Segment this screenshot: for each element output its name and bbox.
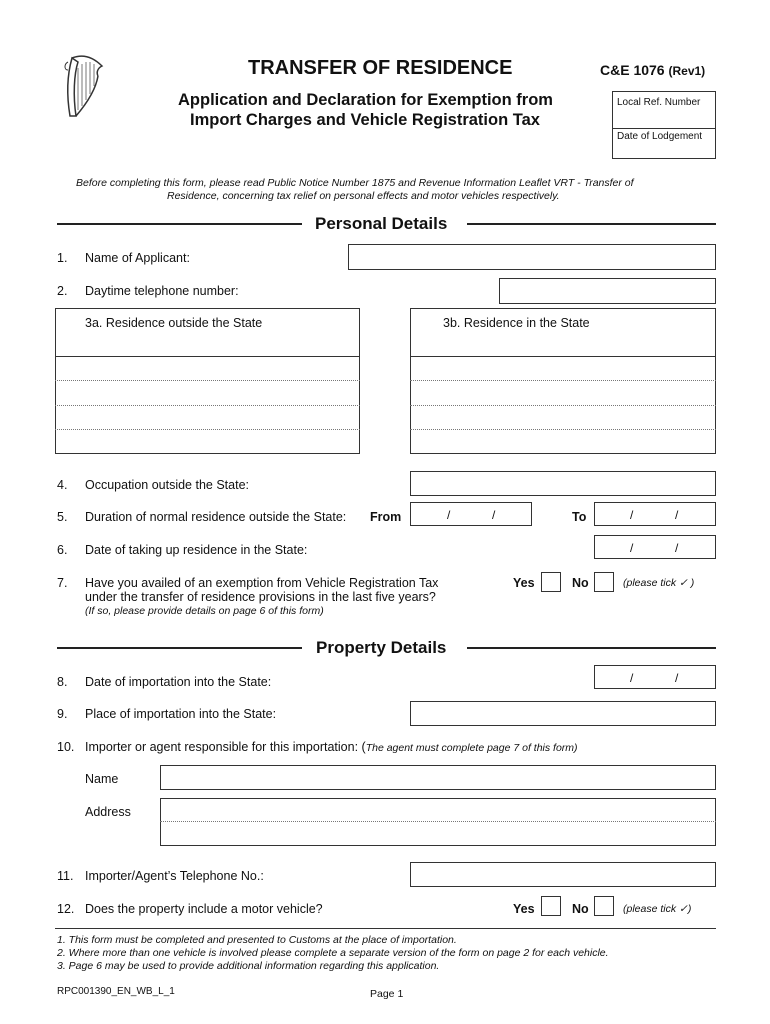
to-date-field[interactable] — [594, 502, 716, 526]
form-subtitle-1: Application and Declaration for Exemption from — [178, 91, 553, 109]
residence-inside-line-2 — [410, 380, 716, 381]
name-label: Name — [85, 772, 119, 786]
q7-tick-note: (please tick ✓ ) — [623, 577, 695, 589]
import-date-field[interactable] — [594, 665, 716, 689]
harp-logo — [58, 52, 108, 122]
agent-telephone-field[interactable] — [410, 862, 716, 887]
agent-name-field[interactable] — [160, 765, 716, 790]
from-date-sep-2: / — [492, 508, 496, 522]
q10-note: The agent must complete page 7 of this form) — [365, 742, 578, 754]
q1-label: Name of Applicant: — [85, 251, 190, 265]
section-divider-left — [57, 223, 302, 225]
q3b-label: 3b. Residence in the State — [443, 316, 590, 330]
q4-number: 4. — [57, 478, 68, 492]
from-date-field[interactable] — [410, 502, 532, 526]
q9-number: 9. — [57, 707, 68, 721]
form-code-number: C&E 1076 — [600, 62, 665, 78]
residence-date-sep-1: / — [630, 541, 634, 555]
form-subtitle-2: Import Charges and Vehicle Registration Tax — [190, 111, 540, 129]
residence-inside-line-4 — [410, 429, 716, 430]
intro-line-2: Residence, concerning tax relief on personal effects and motor vehicles respectively. — [167, 190, 560, 202]
local-ref-divider — [612, 128, 716, 129]
residence-outside-line-1 — [55, 356, 360, 357]
q12-label: Does the property include a motor vehicle? — [85, 902, 323, 916]
q7-no-label: No — [572, 576, 589, 590]
q8-label: Date of importation into the State: — [85, 675, 272, 689]
section-divider-right — [467, 223, 716, 225]
property-details-title: Property Details — [316, 638, 447, 657]
q4-label: Occupation outside the State: — [85, 478, 249, 492]
to-label: To — [572, 510, 587, 524]
form-title: TRANSFER OF RESIDENCE — [248, 57, 513, 79]
footnote-3: 3. Page 6 may be used to provide additional information regarding this application. — [57, 960, 440, 972]
q7-number: 7. — [57, 576, 68, 590]
form-code — [600, 62, 705, 78]
residence-outside-line-3 — [55, 405, 360, 406]
import-date-sep-2: / — [675, 671, 679, 685]
applicant-name-field[interactable] — [348, 244, 716, 270]
property-divider-right — [467, 647, 716, 649]
agent-address-field[interactable] — [160, 798, 716, 846]
q3a-label: 3a. Residence outside the State — [85, 316, 263, 330]
q10-number: 10. — [57, 740, 75, 754]
from-label: From — [370, 510, 402, 524]
q6-label: Date of taking up residence in the State: — [85, 543, 308, 557]
q7-line-2: under the transfer of residence provisions in the last five years? — [85, 590, 436, 604]
occupation-field[interactable] — [410, 471, 716, 496]
q12-no-label: No — [572, 902, 589, 916]
from-date-sep-1: / — [447, 508, 451, 522]
import-place-field[interactable] — [410, 701, 716, 726]
lodgement-label: Date of Lodgement — [617, 131, 703, 142]
residence-inside-line-3 — [410, 405, 716, 406]
q7-note: (If so, please provide details on page 6 of this form) — [85, 605, 324, 617]
property-divider-left — [57, 647, 302, 649]
residence-inside-line-1 — [410, 356, 716, 357]
q2-number: 2. — [57, 284, 68, 298]
residence-date-field[interactable] — [594, 535, 716, 559]
footnote-1: 1. This form must be completed and presented to Customs at the place of importation. — [57, 934, 457, 946]
q11-label: Importer/Agent’s Telephone No.: — [85, 869, 264, 883]
q7-no-checkbox[interactable] — [594, 572, 614, 592]
address-label: Address — [85, 805, 131, 819]
telephone-field[interactable] — [499, 278, 716, 304]
q7-line-1: Have you availed of an exemption from Vehicle Registration Tax — [85, 576, 439, 590]
personal-details-title: Personal Details — [315, 214, 448, 233]
q12-yes-checkbox[interactable] — [541, 896, 561, 916]
footnote-divider — [55, 928, 716, 929]
q5-label: Duration of normal residence outside the State: — [85, 510, 347, 524]
import-date-sep-1: / — [630, 671, 634, 685]
q12-yes-label: Yes — [513, 902, 535, 916]
q2-label: Daytime telephone number: — [85, 284, 239, 298]
q11-number: 11. — [57, 869, 74, 883]
to-date-sep-2: / — [675, 508, 679, 522]
q9-label: Place of importation into the State: — [85, 707, 277, 721]
page-number: Page 1 — [370, 988, 404, 1000]
intro-line-1: Before completing this form, please read Public Notice Number 1875 and Revenue Information Leaflet VRT - Transfer of — [76, 177, 634, 189]
document-code: RPC001390_EN_WB_L_1 — [57, 986, 175, 997]
q6-number: 6. — [57, 543, 68, 557]
q8-number: 8. — [57, 675, 68, 689]
q10-label — [85, 740, 578, 754]
residence-outside-line-4 — [55, 429, 360, 430]
q5-number: 5. — [57, 510, 68, 524]
agent-address-divider — [160, 821, 716, 822]
q12-tick-note: (please tick ✓) — [623, 903, 692, 915]
residence-outside-line-2 — [55, 380, 360, 381]
q12-number: 12. — [57, 902, 75, 916]
form-code-rev: (Rev1) — [668, 64, 706, 78]
q7-yes-checkbox[interactable] — [541, 572, 561, 592]
q12-no-checkbox[interactable] — [594, 896, 614, 916]
residence-date-sep-2: / — [675, 541, 679, 555]
local-ref-label: Local Ref. Number — [617, 97, 701, 108]
q10-text: Importer or agent responsible for this importation: ( — [85, 740, 366, 754]
q1-number: 1. — [57, 251, 68, 265]
to-date-sep-1: / — [630, 508, 634, 522]
footnote-2: 2. Where more than one vehicle is involved please complete a separate version of the form on page 2 for each vehicle. — [57, 947, 609, 959]
q7-yes-label: Yes — [513, 576, 535, 590]
